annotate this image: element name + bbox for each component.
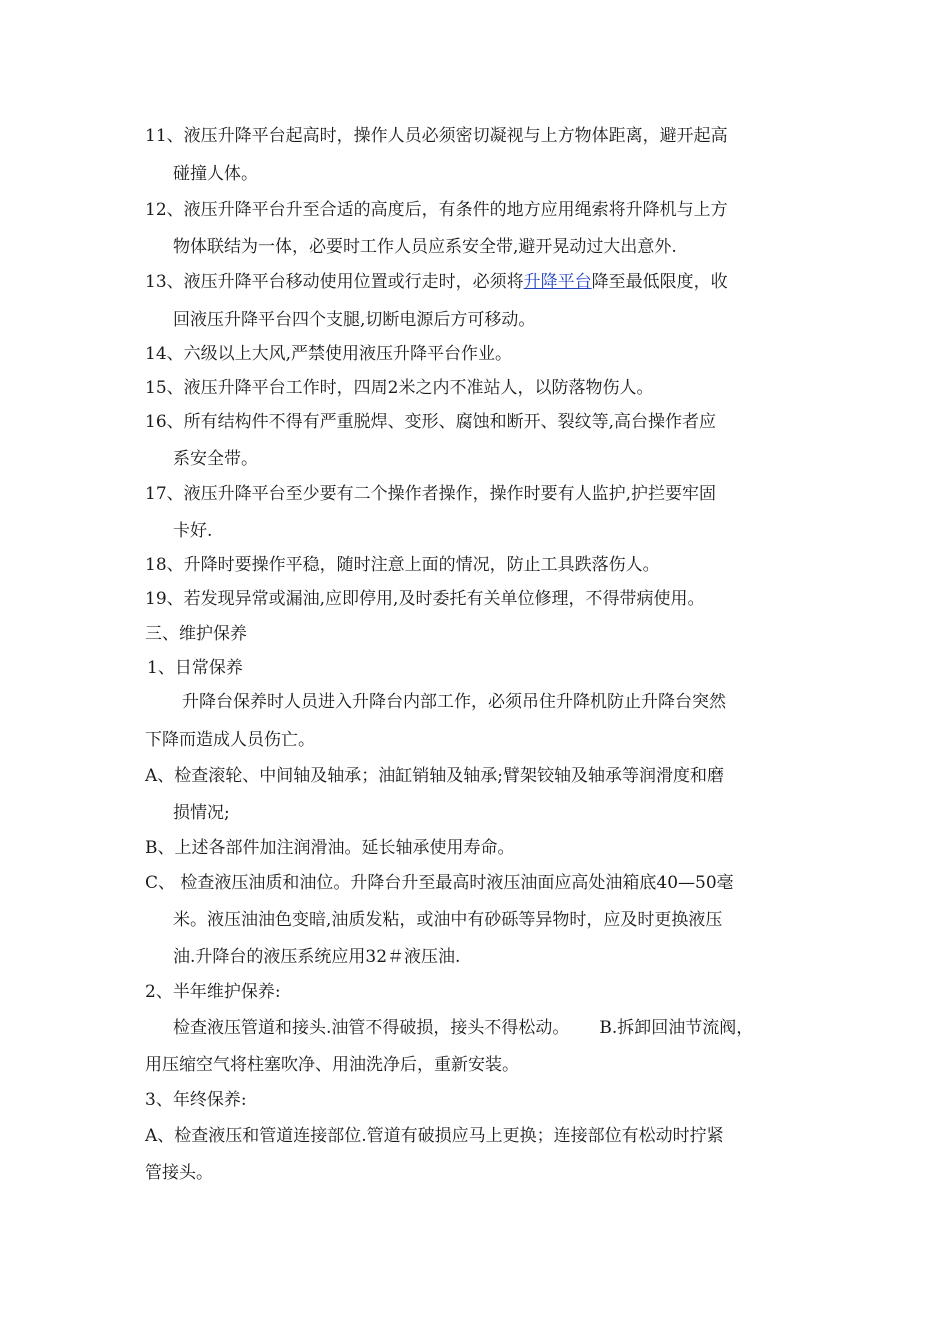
half-year-maintenance-title: 2、半年维护保养: (145, 982, 281, 1002)
item-11-line-2: 碰撞人体。 (173, 164, 258, 184)
item-text: 液压升降平台升至合适的高度后，有条件的地方应用绳索将升降机与上方 (183, 200, 728, 220)
item-17-line-2: 卡好. (173, 521, 213, 541)
item-14-line-1: 14、六级以上大风,严禁使用液压升降平台作业。 (145, 344, 513, 364)
item-text: 液压升降平台至少要有二个操作者操作，操作时要有人监护,护拦要牢固 (183, 484, 717, 504)
item-16-line-2: 系安全带。 (173, 449, 258, 469)
annual-maintenance-title: 3、年终保养: (145, 1090, 247, 1110)
item-text: 若发现异常或漏油,应即停用,及时委托有关单位修理，不得带病使用。 (183, 589, 705, 609)
item-19-line-1: 19、若发现异常或漏油,应即停用,及时委托有关单位修理，不得带病使用。 (145, 589, 705, 609)
daily-item-c-line-2: 米。液压油油色变暗,油质发粘，或油中有砂砾等异物时，应及时更换液压 (173, 910, 723, 930)
annual-item-a-line-2: 管接头。 (145, 1163, 213, 1183)
item-text: 升降时要操作平稳，随时注意上面的情况，防止工具跌落伤人。 (183, 555, 660, 575)
daily-item-a-line-2: 损情况; (173, 803, 230, 823)
section-heading: 三、维护保养 (145, 624, 247, 644)
item-11-line-1: 11、液压升降平台起高时，操作人员必须密切凝视与上方物体距离，避开起高 (145, 126, 728, 146)
item-number: 11 (145, 126, 167, 146)
item-number: 16 (145, 412, 167, 432)
item-18-line-1: 18、升降时要操作平稳，随时注意上面的情况，防止工具跌落伤人。 (145, 555, 660, 575)
daily-item-c-line-3: 油.升降台的液压系统应用32＃液压油. (173, 947, 461, 967)
item-13-line-1: 13、液压升降平台移动使用位置或行走时，必须将升降平台降至最低限度，收 (145, 272, 728, 292)
daily-item-a-line-1: A、检查滚轮、中间轴及轴承；油缸销轴及轴承;臂架铰轴及轴承等润滑度和磨 (145, 766, 725, 786)
daily-item-c-line-1: C、 检查液压油质和油位。升降台升至最高时液压油面应高处油箱底40—50毫 (145, 873, 734, 893)
item-number: 19 (145, 589, 167, 609)
daily-maintenance-title: 1、日常保养 (147, 658, 243, 678)
item-number: 18 (145, 555, 167, 575)
annual-item-a-line-1: A、检查液压和管道连接部位.管道有破损应马上更换；连接部位有松动时拧紧 (145, 1126, 724, 1146)
item-text: 所有结构件不得有严重脱焊、变形、腐蚀和断开、裂纹等,高台操作者应 (183, 412, 717, 432)
item-number: 15 (145, 378, 167, 398)
item-number: 13 (145, 272, 167, 292)
item-number: 14 (145, 344, 167, 364)
item-16-line-1: 16、所有结构件不得有严重脱焊、变形、腐蚀和断开、裂纹等,高台操作者应 (145, 412, 717, 432)
daily-intro-line-1: 升降台保养时人员进入升降台内部工作，必须吊住升降机防止升降台突然 (182, 692, 726, 712)
daily-item-b: B、上述各部件加注润滑油。延长轴承使用寿命。 (145, 838, 515, 858)
item-12-line-2: 物体联结为一体，必要时工作人员应系安全带,避开晃动过大出意外. (173, 237, 677, 257)
item-text: 液压升降平台工作时，四周2米之内不准站人，以防落物伤人。 (183, 378, 654, 398)
daily-intro-line-2: 下降而造成人员伤亡。 (145, 730, 315, 750)
item-15-line-1: 15、液压升降平台工作时，四周2米之内不准站人，以防落物伤人。 (145, 378, 654, 398)
item-13-line-2: 回液压升降平台四个支腿,切断电源后方可移动。 (173, 310, 536, 330)
item-number: 12 (145, 200, 167, 220)
lift-platform-link[interactable]: 升降平台 (523, 272, 592, 292)
item-text: 六级以上大风,严禁使用液压升降平台作业。 (183, 344, 513, 364)
item-12-line-1: 12、液压升降平台升至合适的高度后，有条件的地方应用绳索将升降机与上方 (145, 200, 728, 220)
item-text: 液压升降平台起高时，操作人员必须密切凝视与上方物体距离，避开起高 (183, 126, 728, 146)
item-17-line-1: 17、液压升降平台至少要有二个操作者操作，操作时要有人监护,护拦要牢固 (145, 484, 717, 504)
half-year-line-2: 用压缩空气将柱塞吹净、用油洗净后，重新安装。 (145, 1055, 519, 1075)
half-year-line-1: 检查液压管道和接头.油管不得破损，接头不得松动。 B.拆卸回油节流阀， (173, 1018, 754, 1038)
item-number: 17 (145, 484, 167, 504)
